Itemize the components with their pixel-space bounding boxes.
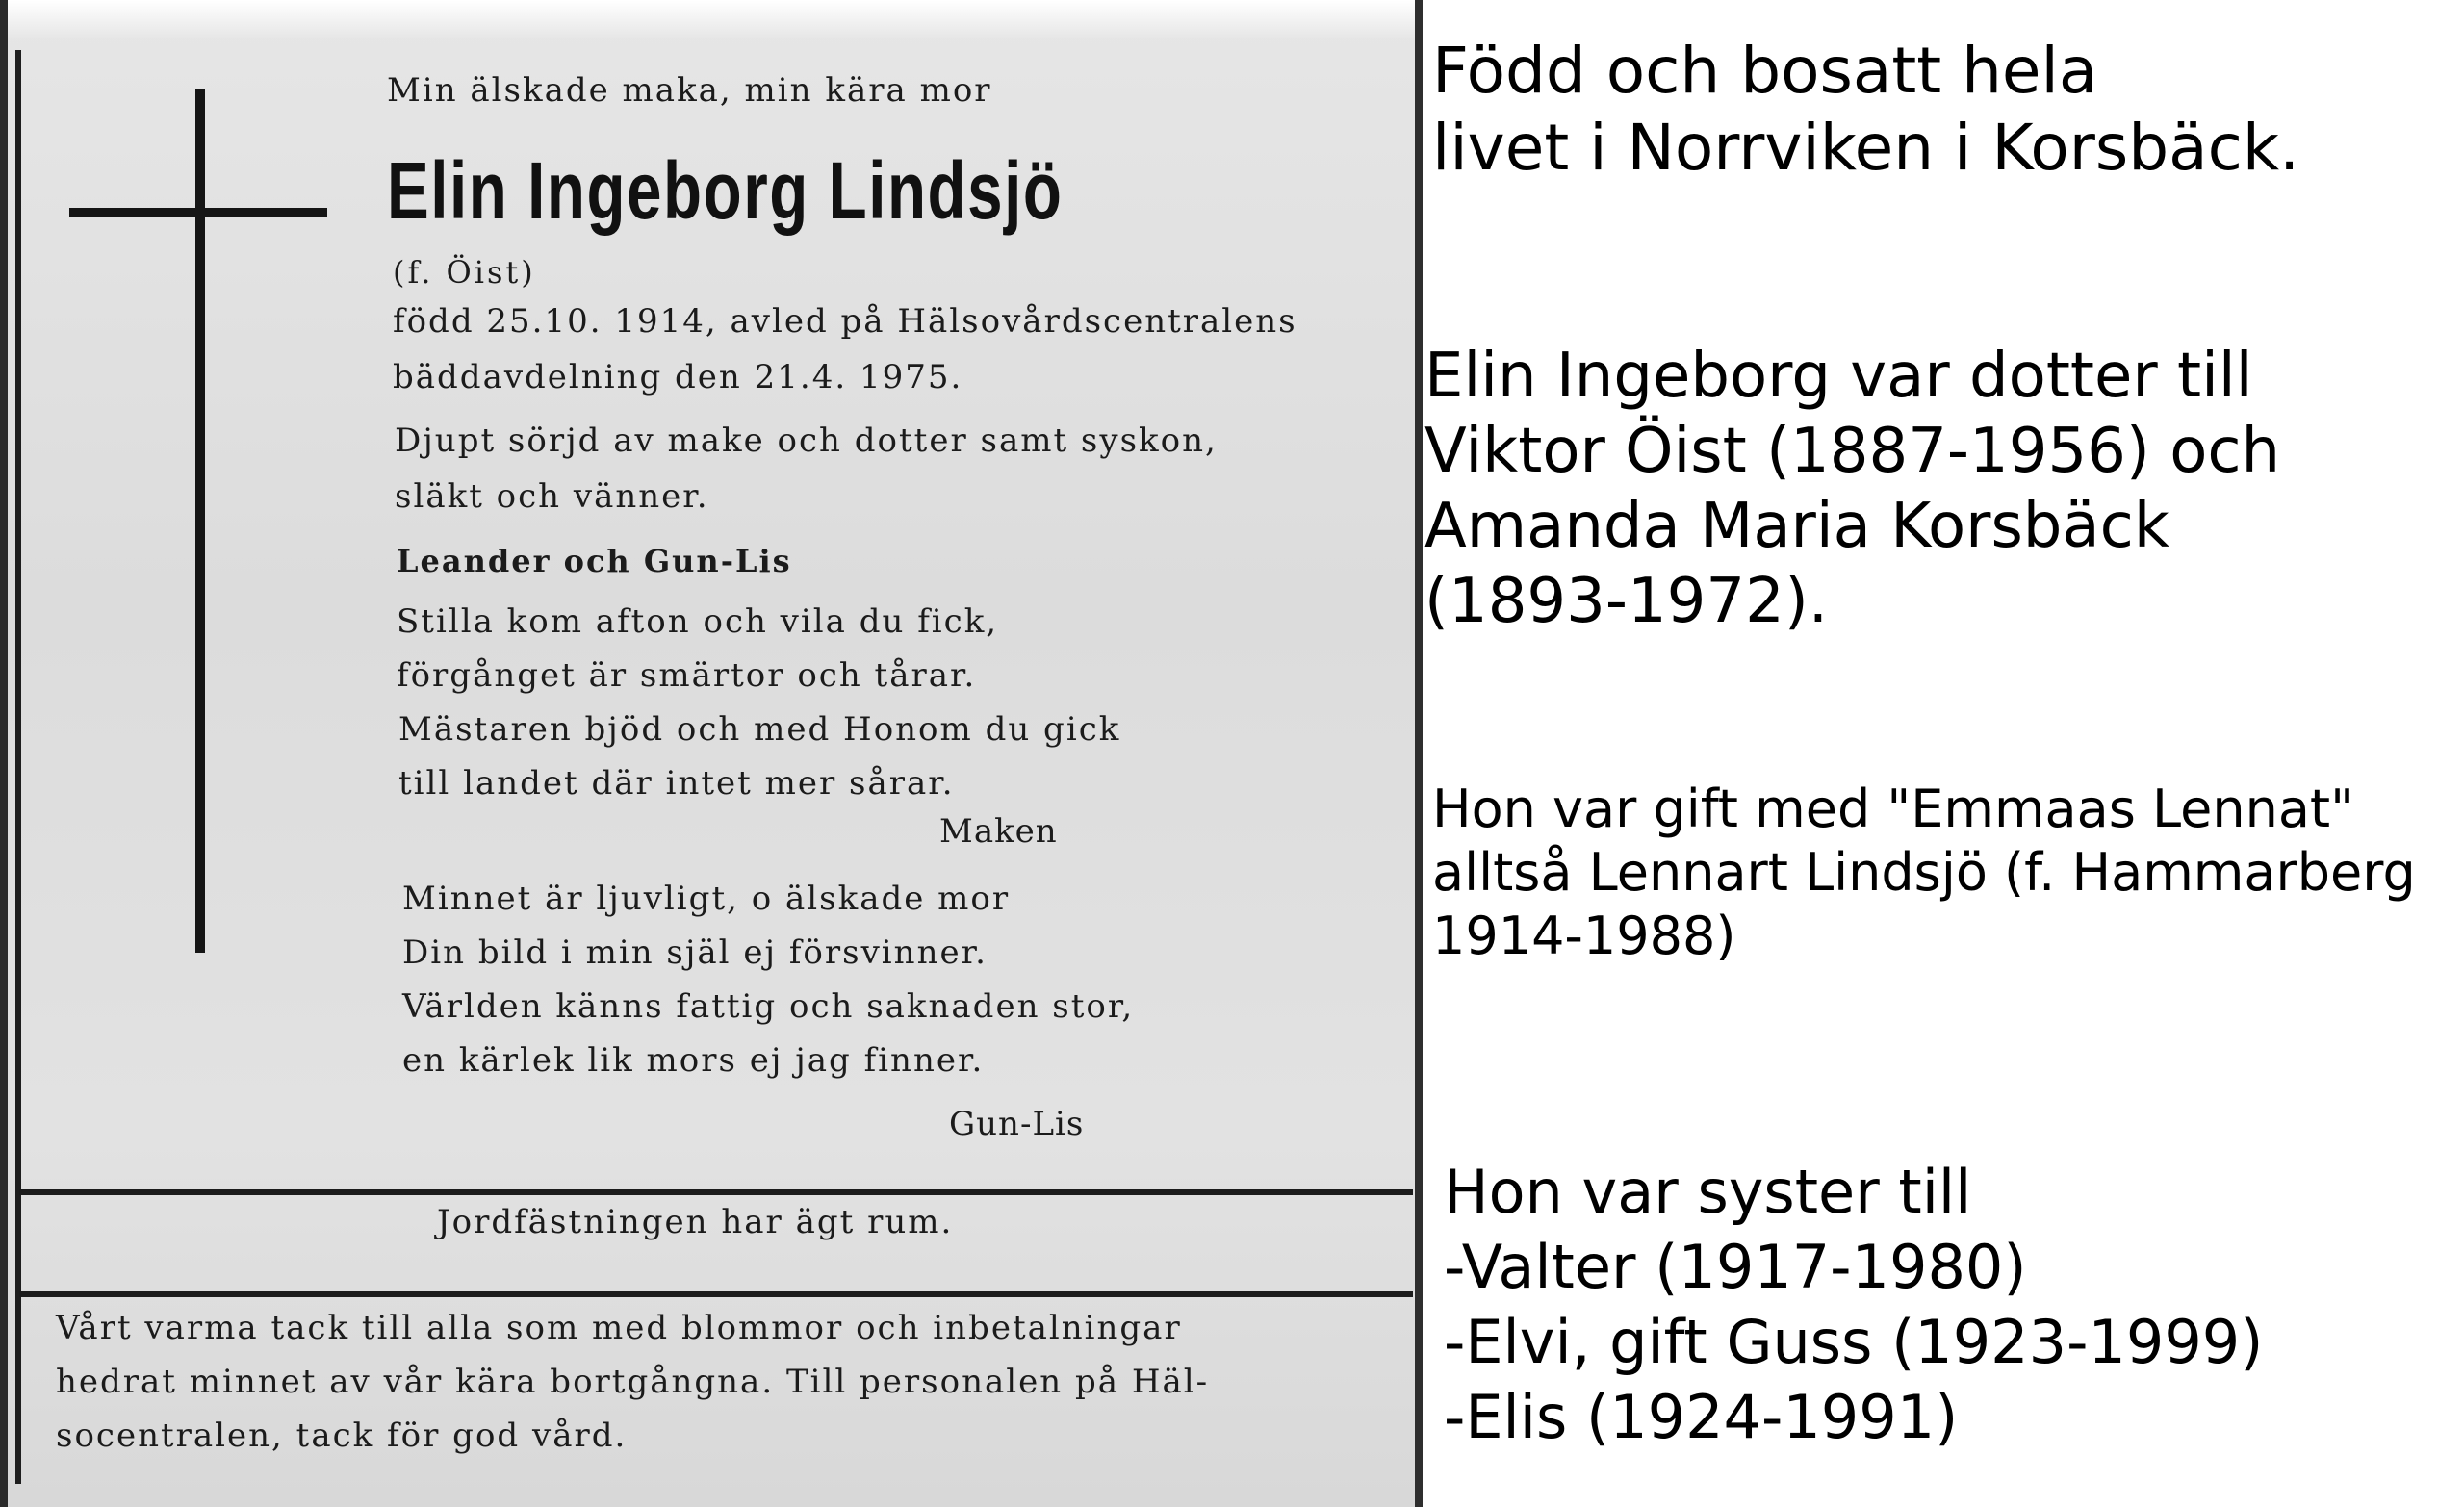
annotation-line: Hon var gift med "Emmaas Lennat" [1432, 779, 2354, 839]
clipping-right-edge [1415, 0, 1423, 1507]
obituary-body-line: släkt och vänner. [395, 477, 709, 516]
clipping-left-edge [0, 0, 8, 1507]
poem2-line: Minnet är ljuvligt, o älskade mor [402, 880, 1011, 918]
annotation-line: -Elis (1924-1991) [1444, 1382, 1959, 1452]
annotation-siblings [1444, 1155, 2263, 1455]
cross-icon-vertical [195, 89, 205, 953]
annotation-line: -Valter (1917-1980) [1444, 1232, 2027, 1302]
annotation-line: Amanda Maria Korsbäck [1424, 491, 2169, 562]
divider-rule [19, 1291, 1413, 1297]
clipping-top-edge [0, 0, 1423, 38]
obituary-body-line: Djupt sörjd av make och dotter samt syskon, [395, 421, 1218, 460]
poem2-line: Din bild i min själ ej försvinner. [402, 933, 988, 972]
annotation-line: livet i Norrviken i Korsbäck. [1432, 111, 2300, 185]
annotation-line: (1893-1972). [1424, 566, 1829, 637]
annotation-line: 1914-1988) [1432, 906, 1736, 966]
thanks-line: socentralen, tack för god vård. [56, 1417, 628, 1455]
maiden-name: (f. Öist) [393, 254, 536, 291]
poem1-line: förgånget är smärtor och tårar. [397, 656, 977, 695]
cross-icon-horizontal [69, 208, 327, 217]
annotation-line: -Elvi, gift Guss (1923-1999) [1444, 1307, 2264, 1377]
poem1-signature: Maken [939, 812, 1058, 851]
annotation-line: Elin Ingeborg var dotter till [1424, 341, 2253, 412]
funeral-notice: Jordfästningen har ägt rum. [437, 1203, 954, 1241]
poem2-signature: Gun-Lis [949, 1105, 1085, 1143]
annotation-parents [1424, 339, 2280, 639]
poem2-line: en kärlek lik mors ej jag finner. [402, 1041, 985, 1080]
obituary-lead-in: Min älskade maka, min kära mor [387, 71, 992, 110]
annotation-residence [1432, 33, 2299, 187]
annotation-line: Född och bosatt hela [1432, 34, 2098, 108]
obituary-body-line: född 25.10. 1914, avled på Hälsovårdscentralens [393, 302, 1297, 341]
thanks-line: hedrat minnet av vår kära bortgångna. Till personalen på Häl- [56, 1363, 1210, 1401]
annotation-line: alltså Lennart Lindsjö (f. Hammarberg [1432, 842, 2416, 903]
annotation-line: Hon var syster till [1444, 1157, 1972, 1227]
divider-rule [19, 1189, 1413, 1195]
poem1-line: Stilla kom afton och vila du fick, [397, 602, 999, 641]
mourners-names: Leander och Gun-Lis [397, 543, 792, 579]
obituary-body-line: bäddavdelning den 21.4. 1975. [393, 358, 963, 396]
annotation-line: Viktor Öist (1887-1956) och [1424, 416, 2281, 487]
poem1-line: Mästaren bjöd och med Honom du gick [398, 710, 1121, 749]
annotation-spouse [1432, 778, 2416, 968]
thanks-line: Vårt varma tack till alla som med blommor och inbetalningar [56, 1309, 1182, 1347]
obituary-left-border [15, 50, 21, 1484]
deceased-name: Elin Ingeborg Lindsjö [387, 145, 1064, 236]
poem1-line: till landet där intet mer sårar. [398, 764, 955, 803]
poem2-line: Världen känns fattig och saknaden stor, [402, 987, 1135, 1026]
